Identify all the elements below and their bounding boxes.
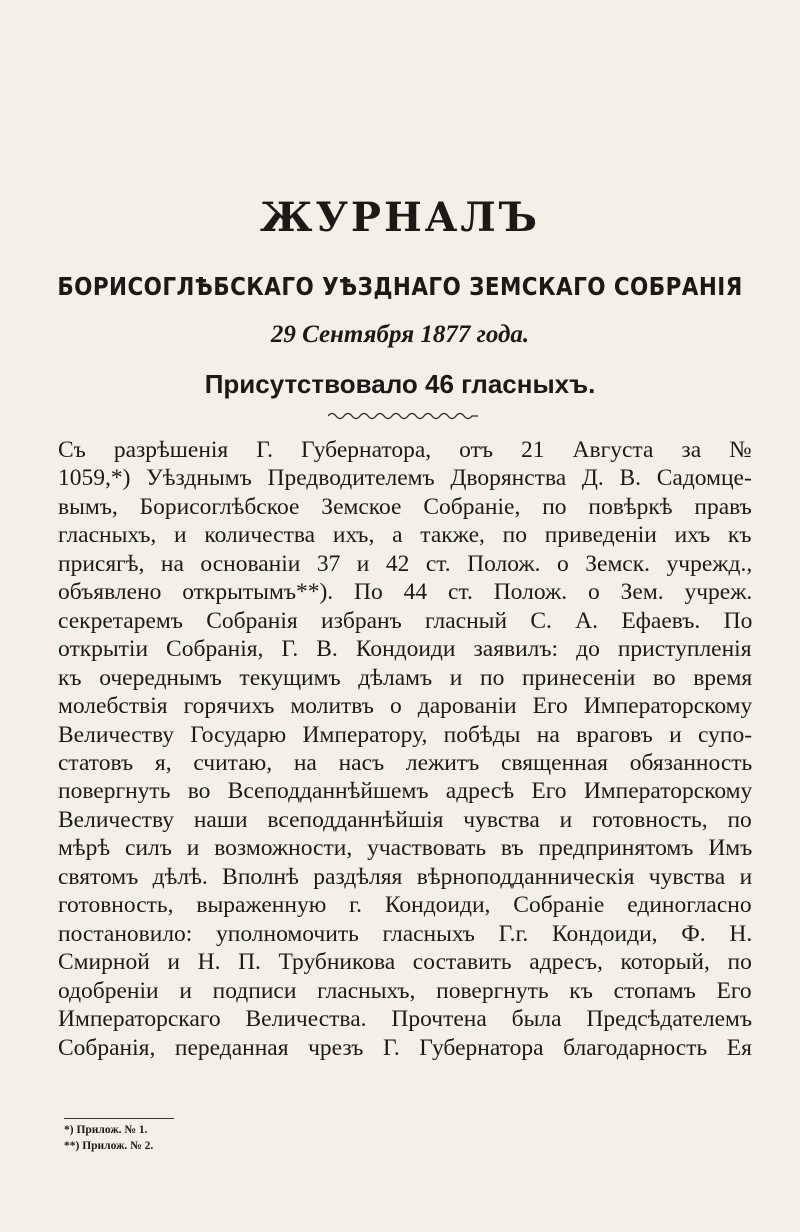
body-line: открытіи Собранія, Г. В. Кондоиди заявилъ: до приступленія [58, 636, 752, 663]
body-line: одобреніи и подписи гласныхъ, повергнуть къ стопамъ Его [58, 977, 752, 1004]
footnote-divider [64, 1118, 174, 1119]
journal-title: ЖУРНАЛЪ [259, 194, 541, 241]
footnote-2: **) Прилож. № 2. [64, 1140, 154, 1152]
body-line: Съ разрѣшенія Г. Губернатора, отъ 21 Августа за № [58, 437, 752, 463]
body-line: вымъ, Борисоглѣбское Земское Собраніе, по повѣркѣ правъ [58, 493, 752, 520]
body-line: секретаремъ Собранія избранъ гласный С. А. Ефаевъ. По [58, 607, 753, 634]
body-line: мѣрѣ силъ и возможности, участвовать въ предпринятомъ Имъ [58, 835, 753, 862]
body-line: Величеству наши всеподданнѣйшія чувства и готовность, по [58, 806, 752, 833]
wavy-divider-ornament [328, 410, 478, 422]
body-line: присягѣ, на основаніи 37 и 42 ст. Полож. о Земск. учрежд., [58, 550, 753, 577]
body-line: объявлено открытымъ**). По 44 ст. Полож. о Зем. учреж. [58, 579, 753, 606]
footnotes [64, 1122, 153, 1154]
body-line: готовность, выраженную г. Кондоиди, Собраніе единогласно [58, 892, 752, 919]
body-line: статовъ я, считаю, на насъ лежитъ священная обязанность [58, 749, 753, 776]
body-line: постановило: уполномочить гласныхъ Г.г. Кондоиди, Ф. Н. [58, 920, 753, 947]
body-line: святомъ дѣлѣ. Вполнѣ раздѣляя вѣрноподданническія чувства и [58, 863, 753, 890]
assembly-subtitle: БОРИСОГЛѢБСКАГО УѢЗДНАГО ЗЕМСКАГО СОБРАНІЯ [57, 272, 743, 301]
body-line: молебствія горячихъ молитвъ о дарованіи Его Императорскому [58, 693, 753, 720]
body-line: 1059,*) Уѣзднымъ Предводителемъ Дворянства Д. В. Садомце- [58, 465, 752, 492]
attendance-line: Присутствовало 46 гласныхъ. [204, 369, 596, 399]
body-line: Императорскаго Величества. Прочтена была Предсѣдателемъ [58, 1006, 753, 1033]
body-line: повергнуть во Всеподданнѣйшемъ адресѣ Его Императорскому [58, 778, 753, 805]
session-date: 29 Сентября 1877 года. [270, 321, 530, 348]
body-line: Смирной и Н. П. Трубникова составить адресъ, который, по [58, 949, 752, 976]
journal-body-text [58, 436, 752, 1062]
footnote-1: *) Прилож. № 1. [64, 1124, 148, 1136]
body-line: къ очереднымъ текущимъ дѣламъ и по принесеніи во время [58, 664, 753, 691]
body-line: гласныхъ, и количества ихъ, а также, по приведеніи ихъ къ [58, 522, 752, 549]
body-line: Величеству Государю Императору, побѣды на враговъ и супо- [58, 721, 753, 748]
body-line: Собранія, переданная чрезъ Г. Губернатора благодарность Ея [58, 1034, 752, 1061]
